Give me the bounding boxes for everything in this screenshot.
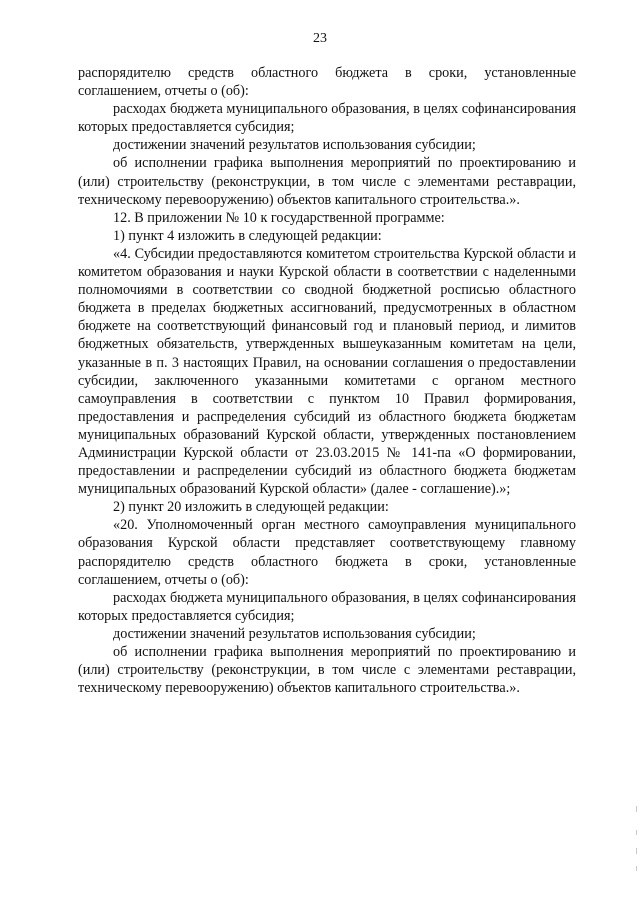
paragraph-clause-20-heading: 2) пункт 20 изложить в следующей редакции: <box>113 499 389 516</box>
page-number: 23 <box>313 31 327 46</box>
paragraph-budget-expenses-2: расходах бюджета муниципального образования, в целях софинансирования которых предоставляется субсидия; <box>78 589 576 624</box>
scan-edge-mark <box>636 866 637 871</box>
paragraph-budget-expenses: расходах бюджета муниципального образования, в целях софинансирования которых предоставляется субсидия; <box>78 101 576 136</box>
document-body <box>78 64 576 697</box>
paragraph-schedule-execution-2: об исполнении графика выполнения мероприятий по проектированию и (или) строительству (реконструкции, в том числе с элементами реставрации, техническому перевооружению) объектов капитального строительства.». <box>78 644 576 697</box>
paragraph-clause-4-text: «4. Субсидии предоставляются комитетом строительства Курской области и комитетом образования и науки Курской области в соответствии с наделенными полномочиями в соответствии со сводной бюджетной росписью областного бюджета в пределах бюджетных ассигнований, предусмотренных в областном бюджете на соответствующий финансовый год и плановый период, и лимитов бюджетных обязательств, утвержденных вышеуказанным комитетам на цели, указанные в п. 3 настоящих Правил, на основании соглашения о предоставлении субсидии, заключенного указанными комитетами с органом местного самоуправления в соответствии с пунктом 10 Правил формирования, предоставления и распределения субсидий из областного бюджета бюджетам муниципальных образований Курской области, утвержденных постановлением Администрации Курской области от 23.03.2015 № 141-па «О формировании, предоставлении и распределении субсидий из областного бюджета бюджетам муниципальных образований Курской области» (далее - соглашение).»; <box>78 245 576 498</box>
scan-edge-mark <box>636 848 637 854</box>
paragraph-report-recipient: распорядителю средств областного бюджета в сроки, установленные соглашением, отчеты о (об): <box>78 65 576 100</box>
scan-edge-mark <box>636 830 637 835</box>
paragraph-schedule-execution: об исполнении графика выполнения мероприятий по проектированию и (или) строительству (реконструкции, в том числе с элементами реставрации, техническому перевооружению) объектов капитального строительства.». <box>78 155 576 208</box>
paragraph-results-achievement-2: достижении значений результатов использования субсидии; <box>113 625 476 642</box>
paragraph-appendix-10: 12. В приложении № 10 к государственной программе: <box>113 209 445 226</box>
paragraph-clause-4-heading: 1) пункт 4 изложить в следующей редакции: <box>113 227 382 244</box>
paragraph-clause-20-text: «20. Уполномоченный орган местного самоуправления муниципального образования Курской области представляет соответствующему главному распорядителю средств областного бюджета в сроки, установленные соглашением, отчеты о (об): <box>78 517 576 588</box>
paragraph-results-achievement: достижении значений результатов использования субсидии; <box>113 137 476 154</box>
scan-edge-mark <box>636 806 637 812</box>
